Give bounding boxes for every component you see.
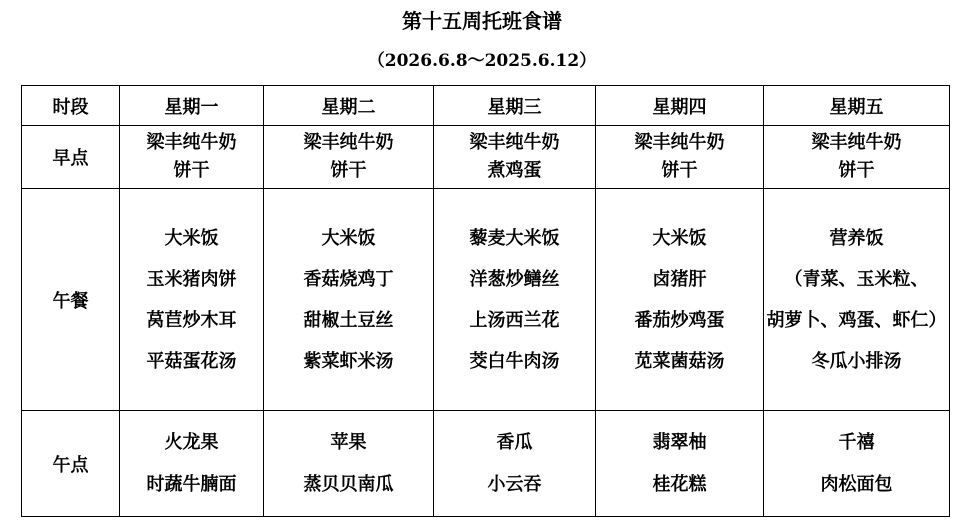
- menu-item: 煮鸡蛋: [487, 160, 542, 181]
- menu-item: 梁丰纯牛奶: [303, 132, 394, 153]
- menu-item: 紫菜虾米汤: [303, 350, 394, 372]
- menu-item: 饼干: [173, 160, 210, 181]
- snack-mon: [120, 411, 264, 517]
- menu-item: 梁丰纯牛奶: [634, 132, 725, 153]
- menu-item: 香菇烧鸡丁: [303, 268, 394, 290]
- menu-item: 苹果: [330, 431, 367, 453]
- menu-item: 蒸贝贝南瓜: [303, 473, 394, 495]
- menu-item: 平菇蛋花汤: [146, 350, 237, 372]
- lunch-row: [22, 189, 950, 411]
- row-label-breakfast: 早点: [22, 126, 120, 189]
- menu-item: 藜麦大米饭: [469, 227, 560, 249]
- lunch-tue: [264, 189, 434, 411]
- menu-item: 梁丰纯牛奶: [811, 132, 902, 153]
- menu-item: 梁丰纯牛奶: [469, 132, 560, 153]
- row-label-lunch: 午餐: [22, 189, 120, 411]
- breakfast-thu: [596, 126, 764, 189]
- menu-item: 莴苣炒木耳: [146, 309, 237, 331]
- page-title: 第十五周托班食谱: [402, 9, 562, 33]
- snack-tue: [264, 411, 434, 517]
- day-header-wed: 星期三: [434, 86, 596, 126]
- menu-item: 小云吞: [487, 473, 542, 495]
- menu-item: 肉松面包: [820, 473, 893, 495]
- row-label-afternoon-snack: 午点: [22, 411, 120, 517]
- menu-item: 时蔬牛腩面: [146, 473, 237, 495]
- lunch-mon: [120, 189, 264, 411]
- breakfast-row: [22, 126, 950, 189]
- menu-item: 番茄炒鸡蛋: [634, 309, 725, 331]
- menu-item: 梁丰纯牛奶: [146, 132, 237, 153]
- menu-item: 饼干: [661, 160, 698, 181]
- snack-thu: [596, 411, 764, 517]
- menu-item: 上汤西兰花: [469, 309, 560, 331]
- menu-item: 洋葱炒鳝丝: [469, 268, 560, 290]
- breakfast-tue: [264, 126, 434, 189]
- menu-item: 翡翠柚: [652, 431, 707, 453]
- lunch-wed: [434, 189, 596, 411]
- afternoon-snack-row: [22, 411, 950, 517]
- lunch-thu: [596, 189, 764, 411]
- menu-item: 苋菜菌菇汤: [634, 350, 725, 372]
- menu-item: 甜椒土豆丝: [303, 309, 394, 331]
- breakfast-fri: [764, 126, 950, 189]
- menu-item: 茭白牛肉汤: [469, 350, 560, 372]
- menu-item: 千禧: [838, 431, 875, 453]
- menu-item: 营养饭: [829, 227, 884, 249]
- menu-item: （青菜、玉米粒、: [784, 268, 929, 290]
- menu-item: 卤猪肝: [652, 268, 707, 290]
- menu-item: 桂花糕: [652, 473, 707, 495]
- day-header-fri: 星期五: [764, 86, 950, 126]
- lunch-fri: [764, 189, 950, 411]
- menu-item: 香瓜: [496, 431, 533, 453]
- menu-item: 火龙果: [164, 431, 219, 453]
- day-header-mon: 星期一: [120, 86, 264, 126]
- menu-item: 大米饭: [321, 227, 376, 249]
- header-row: [22, 86, 950, 126]
- snack-wed: [434, 411, 596, 517]
- menu-item: 冬瓜小排汤: [811, 350, 902, 372]
- corner-header: 时段: [22, 86, 120, 126]
- menu-item: 大米饭: [652, 227, 707, 249]
- menu-item: 饼干: [838, 160, 875, 181]
- menu-item: 玉米猪肉饼: [146, 268, 237, 290]
- menu-item: 饼干: [330, 160, 367, 181]
- day-header-tue: 星期二: [264, 86, 434, 126]
- date-range: （2026.6.8～2025.6.12）: [367, 51, 597, 71]
- menu-item: 大米饭: [164, 227, 219, 249]
- breakfast-mon: [120, 126, 264, 189]
- breakfast-wed: [434, 126, 596, 189]
- snack-fri: [764, 411, 950, 517]
- day-header-thu: 星期四: [596, 86, 764, 126]
- menu-item: 胡萝卜、鸡蛋、虾仁）: [766, 309, 947, 331]
- menu-table: [21, 85, 950, 517]
